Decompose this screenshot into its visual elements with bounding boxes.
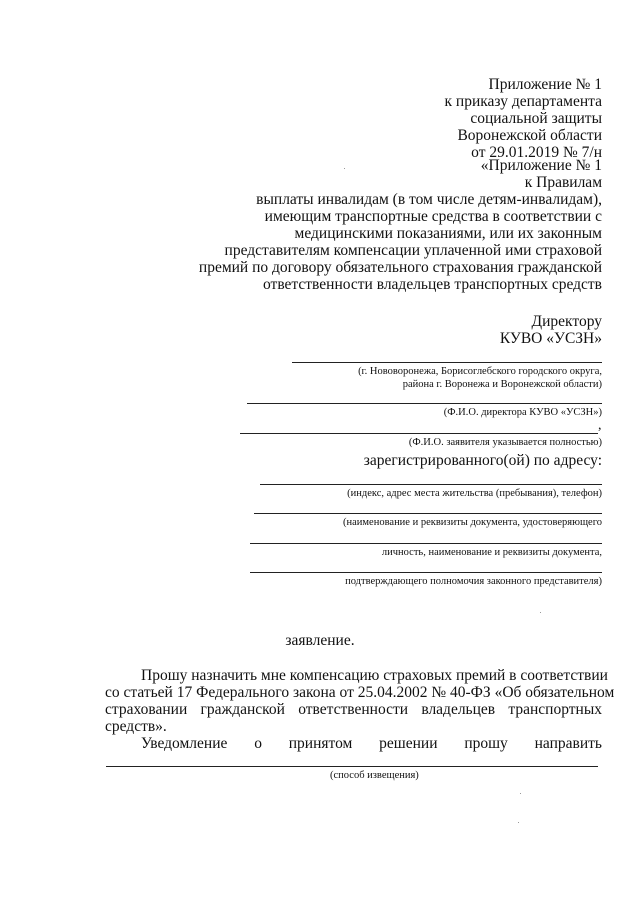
addressee-title: Директору — [531, 313, 602, 330]
rules-annex — [199, 157, 602, 293]
annex-header — [445, 76, 603, 161]
annex-line: социальной защиты — [470, 110, 602, 127]
request-line-3 — [105, 701, 602, 718]
rules-line: медицинскими показаниями, или их законным — [294, 225, 602, 242]
addressee — [500, 313, 602, 347]
word: гражданской — [200, 701, 285, 718]
authority-caption: подтверждающего полномочия законного представителя) — [345, 576, 602, 587]
word: о — [254, 735, 262, 752]
request-line-1: Прошу назначить мне компенсацию страховых премий в соответствии — [141, 667, 608, 684]
rules-line: ответственности владельцев транспортных средств — [263, 276, 602, 293]
request-line-4: средств». — [105, 718, 167, 735]
rules-line: премий по договору обязательного страхования гражданской — [198, 259, 602, 276]
addressee-org: КУВО «УСЗН» — [499, 330, 602, 347]
annex-line: к приказу департамента — [444, 93, 602, 110]
word: принятом — [288, 735, 353, 752]
annex-line: Воронежской области — [457, 127, 602, 144]
notification-line — [141, 735, 602, 752]
word: владельцев — [421, 701, 496, 718]
director-caption: (Ф.И.О. директора КУВО «УСЗН») — [443, 407, 602, 418]
scan-speck — [344, 168, 345, 169]
scan-speck — [520, 793, 521, 794]
identity-field-line[interactable] — [250, 543, 602, 544]
annex-line: Приложение № 1 — [488, 76, 602, 93]
word: Уведомление — [141, 735, 228, 752]
word: решении — [379, 735, 438, 752]
word: ответственности — [298, 701, 409, 718]
word: транспортных — [508, 701, 602, 718]
address-caption: (индекс, адрес места жительства (пребывания), телефон) — [347, 488, 602, 499]
request-line-2: со статьей 17 Федерального закона от 25.04.2002 № 40-ФЗ «Об обязательном — [105, 684, 615, 701]
word: прошу — [464, 735, 508, 752]
authority-field-line[interactable] — [250, 572, 602, 573]
scan-speck — [540, 612, 541, 613]
annex-line: от 29.01.2019 № 7/н — [471, 144, 602, 161]
scan-speck — [518, 822, 519, 823]
registered-label: зарегистрированного(ой) по адресу: — [363, 452, 602, 469]
statement-title: заявление. — [285, 632, 355, 649]
rules-line: «Приложение № 1 — [480, 157, 602, 174]
address-field-line[interactable] — [260, 484, 602, 485]
notify-method-field-line[interactable] — [106, 766, 598, 767]
identity-caption: личность, наименование и реквизиты документа, — [381, 547, 602, 558]
rules-line: выплаты инвалидам (в том числе детям-инвалидам), — [256, 191, 602, 208]
word: направить — [534, 735, 602, 752]
rules-line: к Правилам — [524, 174, 602, 191]
region-caption-1: (г. Нововоронежа, Борисоглебского городского округа, — [358, 366, 602, 377]
region-caption-2: района г. Воронежа и Воронежской области) — [402, 379, 602, 390]
rules-line: имеющим транспортные средства в соответствии с — [264, 208, 602, 225]
applicant-caption: (Ф.И.О. заявителя указывается полностью) — [408, 437, 602, 448]
applicant-field-line[interactable] — [240, 433, 598, 434]
region-field-line[interactable] — [292, 362, 602, 363]
director-field-line[interactable] — [247, 403, 602, 404]
document-caption: (наименование и реквизиты документа, удостоверяющего — [343, 517, 602, 528]
word: страховании — [105, 701, 188, 718]
document-field-line[interactable] — [254, 513, 602, 514]
rules-line: представителям компенсации уплаченной ими страховой — [224, 242, 602, 259]
notify-caption: (способ извещения) — [330, 770, 419, 781]
applicant-comma: , — [598, 418, 602, 433]
